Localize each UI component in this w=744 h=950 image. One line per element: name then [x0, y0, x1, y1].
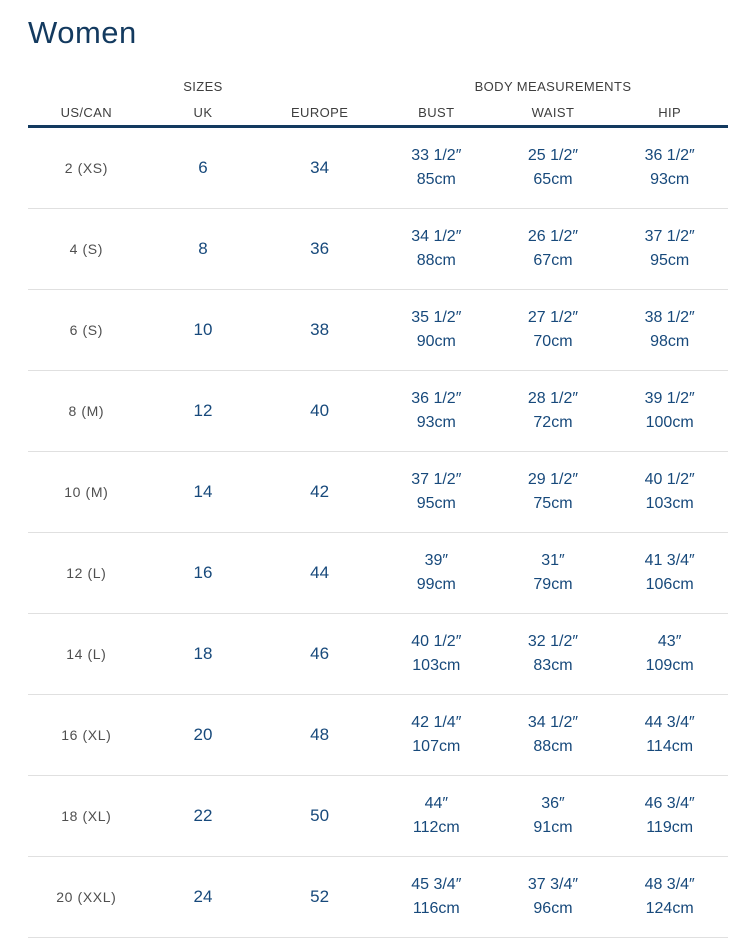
- hip-cell: [611, 127, 728, 209]
- bust-cell-inches: 35 1/2″: [411, 309, 462, 326]
- waist-cell-inches: 32 1/2″: [527, 633, 579, 650]
- waist-cell: [495, 695, 612, 776]
- uk-cell: 14: [145, 452, 262, 533]
- bust-cell: [378, 452, 495, 533]
- col-header-waist: WAIST: [495, 99, 612, 127]
- hip-cell: [611, 533, 728, 614]
- hip-cell-inches: 36 1/2″: [644, 147, 695, 164]
- waist-cell-cm: 67cm: [533, 252, 573, 269]
- waist-cell-cm: 79cm: [533, 576, 573, 593]
- bust-cell-inches: 44″: [424, 795, 449, 812]
- hip-cell-inches: 44 3/4″: [644, 714, 695, 731]
- col-header-hip: HIP: [611, 99, 728, 127]
- hip-cell-inches: 39 1/2″: [644, 390, 695, 407]
- hip-cell-inches: 46 3/4″: [644, 795, 695, 812]
- waist-cell: [495, 776, 612, 857]
- waist-cell-inches: 36″: [541, 795, 565, 812]
- bust-cell-cm: 95cm: [416, 495, 456, 512]
- hip-cell-inches: 43″: [657, 633, 682, 650]
- hip-cell: [611, 857, 728, 938]
- waist-cell-inches: 27 1/2″: [527, 309, 579, 326]
- bust-cell: [378, 533, 495, 614]
- uk-cell: 6: [145, 127, 262, 209]
- bust-cell: [378, 371, 495, 452]
- waist-cell-cm: 83cm: [533, 657, 573, 674]
- group-header-row: [28, 73, 728, 99]
- bust-cell: [378, 776, 495, 857]
- hip-cell: [611, 290, 728, 371]
- uk-cell: 16: [145, 533, 262, 614]
- waist-cell-cm: 96cm: [533, 900, 573, 917]
- uk-cell: 10: [145, 290, 262, 371]
- hip-cell: [611, 776, 728, 857]
- bust-cell: [378, 209, 495, 290]
- us-can-cell: 2 (XS): [28, 127, 145, 209]
- page-title: Women: [28, 15, 137, 50]
- hip-cell-cm: 109cm: [645, 657, 694, 674]
- europe-cell: 44: [261, 533, 378, 614]
- size-row: [28, 371, 728, 452]
- hip-cell: [611, 452, 728, 533]
- hip-cell-cm: 98cm: [650, 333, 690, 350]
- europe-cell: 36: [261, 209, 378, 290]
- us-can-cell: 16 (XL): [28, 695, 145, 776]
- hip-cell-cm: 100cm: [645, 414, 694, 431]
- bust-cell-cm: 112cm: [412, 819, 460, 836]
- waist-cell-inches: 28 1/2″: [527, 390, 579, 407]
- europe-cell: 48: [261, 695, 378, 776]
- bust-cell-cm: 93cm: [416, 414, 456, 431]
- group-header-body-measurements: BODY MEASUREMENTS: [474, 78, 632, 94]
- col-header-us-can: US/CAN: [28, 99, 145, 127]
- europe-cell: 46: [261, 614, 378, 695]
- us-can-cell: 6 (S): [28, 290, 145, 371]
- hip-cell-inches: 40 1/2″: [644, 471, 695, 488]
- hip-cell: [611, 695, 728, 776]
- size-row: [28, 209, 728, 290]
- europe-cell: 42: [261, 452, 378, 533]
- waist-cell-cm: 72cm: [533, 414, 573, 431]
- hip-cell: [611, 209, 728, 290]
- waist-cell: [495, 209, 612, 290]
- size-row: [28, 127, 728, 209]
- hip-cell-cm: 124cm: [645, 900, 694, 917]
- bust-cell-cm: 107cm: [412, 738, 461, 755]
- size-chart-header: [28, 73, 728, 127]
- waist-cell: [495, 533, 612, 614]
- hip-cell-cm: 95cm: [650, 252, 690, 269]
- bust-cell: [378, 290, 495, 371]
- group-header-sizes: SIZES: [183, 78, 223, 94]
- waist-cell-inches: 37 3/4″: [527, 876, 579, 893]
- us-can-cell: 10 (M): [28, 452, 145, 533]
- us-can-cell: 20 (XXL): [28, 857, 145, 938]
- waist-cell-cm: 65cm: [533, 171, 573, 188]
- col-header-bust: BUST: [378, 99, 495, 127]
- bust-cell-cm: 116cm: [412, 900, 460, 917]
- us-can-cell: 18 (XL): [28, 776, 145, 857]
- bust-cell-inches: 33 1/2″: [411, 147, 462, 164]
- waist-cell-inches: 29 1/2″: [527, 471, 579, 488]
- bust-cell-inches: 34 1/2″: [411, 228, 462, 245]
- size-row: [28, 290, 728, 371]
- waist-cell-inches: 26 1/2″: [527, 228, 579, 245]
- waist-cell-cm: 91cm: [533, 819, 573, 836]
- hip-cell-inches: 38 1/2″: [644, 309, 695, 326]
- col-header-uk: UK: [145, 99, 262, 127]
- bust-cell: [378, 614, 495, 695]
- hip-cell-cm: 106cm: [645, 576, 694, 593]
- us-can-cell: 12 (L): [28, 533, 145, 614]
- col-header-europe: EUROPE: [261, 99, 378, 127]
- hip-cell-cm: 114cm: [646, 738, 694, 755]
- bust-cell-cm: 103cm: [412, 657, 461, 674]
- bust-cell-inches: 37 1/2″: [411, 471, 462, 488]
- waist-cell-cm: 75cm: [533, 495, 573, 512]
- bust-cell-inches: 39″: [424, 552, 449, 569]
- bust-cell: [378, 857, 495, 938]
- waist-cell-inches: 25 1/2″: [527, 147, 579, 164]
- hip-cell: [611, 371, 728, 452]
- bust-cell-cm: 88cm: [416, 252, 456, 269]
- hip-cell-cm: 119cm: [646, 819, 694, 836]
- europe-cell: 38: [261, 290, 378, 371]
- bust-cell-cm: 99cm: [416, 576, 456, 593]
- uk-cell: 12: [145, 371, 262, 452]
- bust-cell-inches: 45 3/4″: [411, 876, 462, 893]
- hip-cell-inches: 48 3/4″: [644, 876, 695, 893]
- bust-cell: [378, 695, 495, 776]
- bust-cell-inches: 42 1/4″: [411, 714, 462, 731]
- hip-cell-inches: 37 1/2″: [644, 228, 695, 245]
- column-header-row: [28, 99, 728, 127]
- bust-cell-inches: 40 1/2″: [411, 633, 462, 650]
- us-can-cell: 8 (M): [28, 371, 145, 452]
- size-row: [28, 857, 728, 938]
- size-row: [28, 776, 728, 857]
- uk-cell: 20: [145, 695, 262, 776]
- waist-cell-inches: 31″: [541, 552, 565, 569]
- size-row: [28, 614, 728, 695]
- europe-cell: 50: [261, 776, 378, 857]
- waist-cell: [495, 857, 612, 938]
- waist-cell: [495, 290, 612, 371]
- bust-cell-cm: 90cm: [416, 333, 456, 350]
- uk-cell: 18: [145, 614, 262, 695]
- uk-cell: 22: [145, 776, 262, 857]
- waist-cell-inches: 34 1/2″: [527, 714, 579, 731]
- europe-cell: 40: [261, 371, 378, 452]
- europe-cell: 34: [261, 127, 378, 209]
- us-can-cell: 4 (S): [28, 209, 145, 290]
- hip-cell: [611, 614, 728, 695]
- bust-cell-inches: 36 1/2″: [411, 390, 462, 407]
- size-row: [28, 695, 728, 776]
- uk-cell: 8: [145, 209, 262, 290]
- waist-cell: [495, 614, 612, 695]
- bust-cell: [378, 127, 495, 209]
- size-row: [28, 452, 728, 533]
- waist-cell: [495, 452, 612, 533]
- size-row: [28, 533, 728, 614]
- europe-cell: 52: [261, 857, 378, 938]
- waist-cell: [495, 371, 612, 452]
- waist-cell-cm: 70cm: [533, 333, 573, 350]
- bust-cell-cm: 85cm: [416, 171, 456, 188]
- hip-cell-inches: 41 3/4″: [644, 552, 695, 569]
- size-chart-table: [28, 73, 728, 938]
- uk-cell: 24: [145, 857, 262, 938]
- hip-cell-cm: 93cm: [650, 171, 690, 188]
- waist-cell-cm: 88cm: [533, 738, 573, 755]
- size-table-body: [28, 127, 728, 938]
- us-can-cell: 14 (L): [28, 614, 145, 695]
- hip-cell-cm: 103cm: [645, 495, 694, 512]
- waist-cell: [495, 127, 612, 209]
